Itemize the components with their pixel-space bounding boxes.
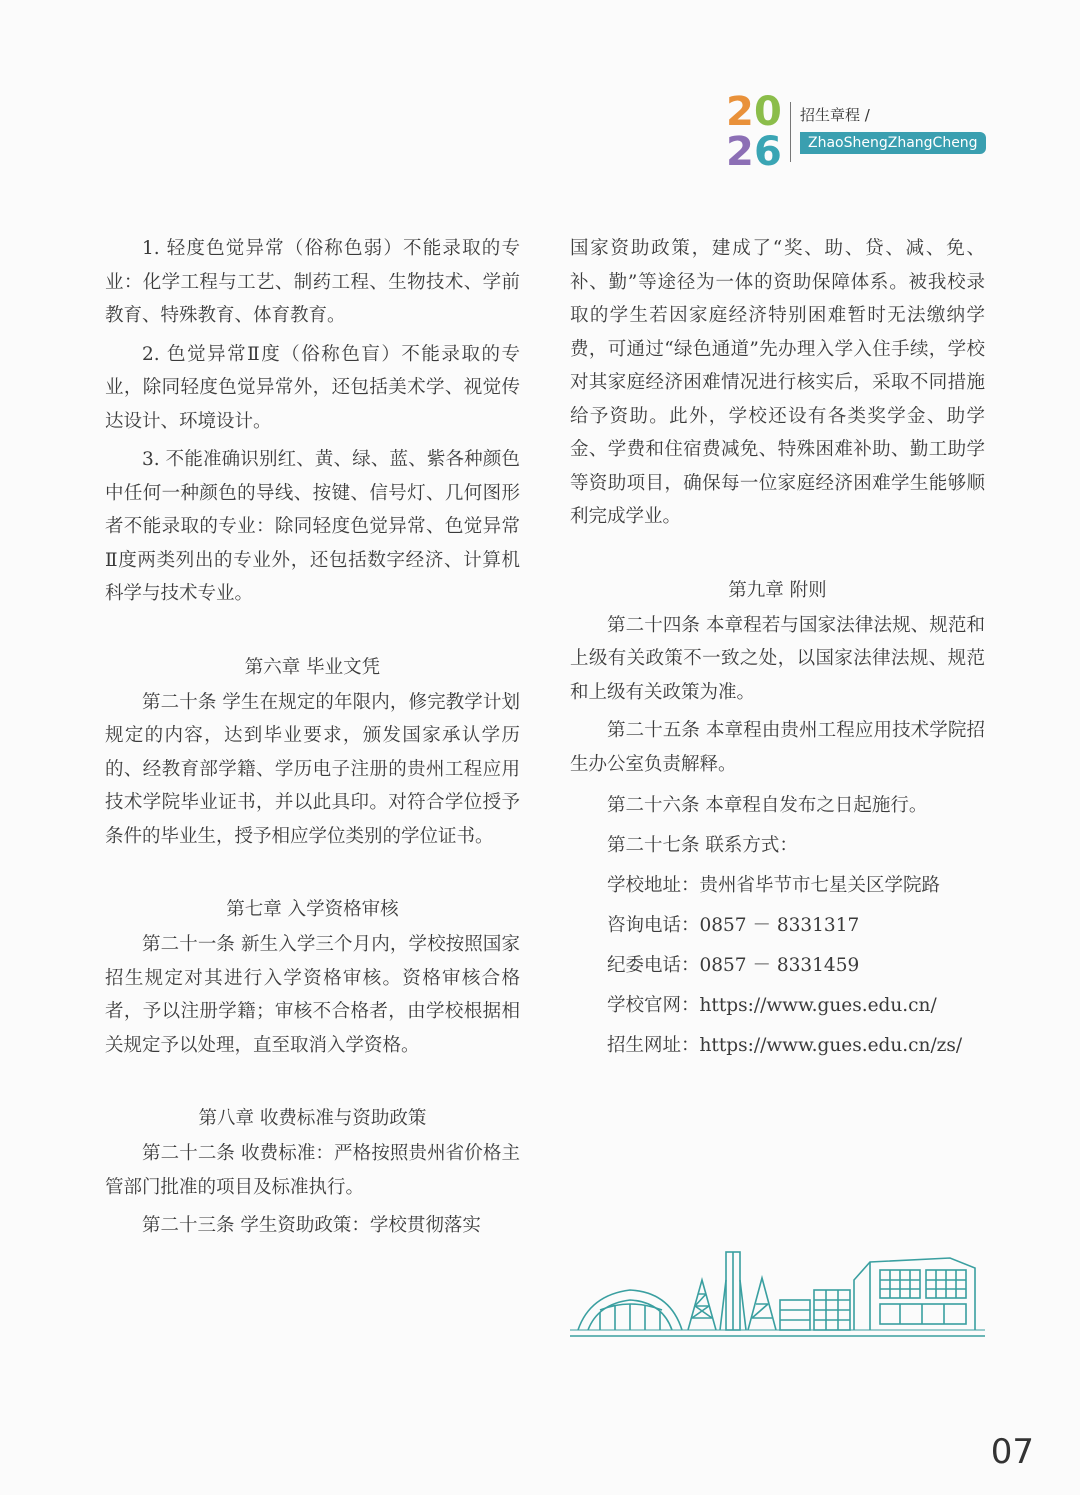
paragraph: 第二十五条 本章程由贵州工程应用技术学院招生办公室负责解释。 bbox=[570, 720, 985, 775]
paragraph: 第二十三条 学生资助政策：学校贯彻落实 bbox=[142, 1215, 481, 1236]
contact-line: 第二十六条 本章程自发布之日起施行。 bbox=[607, 795, 928, 816]
logo-divider bbox=[790, 102, 791, 162]
chapter-heading: 第九章 附则 bbox=[728, 579, 827, 601]
year-digit: 2 bbox=[726, 89, 754, 135]
paragraph: 2. 色觉异常Ⅱ度（俗称色盲）不能录取的专业，除同轻度色觉异常外，还包括美术学、视觉传达设计、环境设计。 bbox=[105, 343, 520, 432]
header-pinyin-badge: ZhaoShengZhangCheng bbox=[800, 132, 986, 154]
header-logo bbox=[724, 89, 994, 175]
left-text-column bbox=[105, 232, 520, 1248]
paragraph: 第二十一条 新生入学三个月内，学校按照国家招生规定对其进行入学资格审核。资格审核合格者，予以注册学籍；审核不合格者，由学校根据相关规定予以处理，直至取消入学资格。 bbox=[105, 934, 520, 1056]
contact-line: 咨询电话：0857 － 8331317 bbox=[607, 915, 860, 936]
paragraph: 国家资助政策，建成了“奖、助、贷、减、免、补、勤”等途径为一体的资助保障体系。被我校录取的学生若因家庭经济特别困难暂时无法缴纳学费，可通过“绿色通道”先办理入学入住手续，学校对其家庭经济困难情况进行核实后，采取不同措施给予资助。此外，学校还设有各类奖学金、助学金、学费和住宿费减免、特殊困难补助、勤工助学等资助项目，确保每一位家庭经济困难学生能够顺利完成学业。 bbox=[570, 238, 985, 527]
chapter-heading: 第六章 毕业文凭 bbox=[244, 656, 381, 678]
paragraph: 1. 轻度色觉异常（俗称色弱）不能录取的专业：化学工程与工艺、制药工程、生物技术、学前教育、特殊教育、体育教育。 bbox=[105, 238, 520, 326]
year-digit: 6 bbox=[754, 129, 782, 175]
campus-skyline-illustration bbox=[570, 1240, 985, 1340]
chapter-heading: 第八章 收费标准与资助政策 bbox=[198, 1108, 427, 1129]
contact-line: 招生网址：https://www.gues.edu.cn/zs/ bbox=[607, 1035, 963, 1056]
paragraph: 第二十四条 本章程若与国家法律法规、规范和上级有关政策不一致之处，以国家法律法规、规范和上级有关政策为准。 bbox=[570, 614, 985, 703]
year-digit: 0 bbox=[754, 89, 782, 135]
contact-line: 学校官网：https://www.gues.edu.cn/ bbox=[607, 995, 937, 1016]
contact-line: 第二十七条 联系方式： bbox=[607, 835, 798, 856]
paragraph: 3. 不能准确识别红、黄、绿、蓝、紫各种颜色中任何一种颜色的导线、按键、信号灯、几何图形者不能录取的专业：除同轻度色觉异常、色觉异常Ⅱ度两类列出的专业外，还包括数字经济、计算机科学与技术专业。 bbox=[105, 449, 520, 604]
paragraph: 第二十条 学生在规定的年限内，修完教学计划规定的内容，达到毕业要求，颁发国家承认学历的、经教育部学籍、学历电子注册的贵州工程应用技术学院毕业证书，并以此具印。对符合学位授予条件的毕业生，授予相应学位类别的学位证书。 bbox=[105, 691, 520, 847]
chapter-heading: 第七章 入学资格审核 bbox=[226, 899, 399, 920]
year-digit: 2 bbox=[726, 129, 754, 175]
header-title: 招生章程 / bbox=[800, 106, 870, 124]
contact-line: 纪委电话：0857 － 8331459 bbox=[607, 955, 860, 976]
page-number: 07 bbox=[990, 1432, 1034, 1472]
year-logo bbox=[724, 89, 788, 175]
right-text-column bbox=[570, 232, 985, 1066]
paragraph: 第二十二条 收费标准：严格按照贵州省价格主管部门批准的项目及标准执行。 bbox=[105, 1143, 520, 1198]
contact-line: 学校地址：贵州省毕节市七星关区学院路 bbox=[607, 875, 941, 896]
